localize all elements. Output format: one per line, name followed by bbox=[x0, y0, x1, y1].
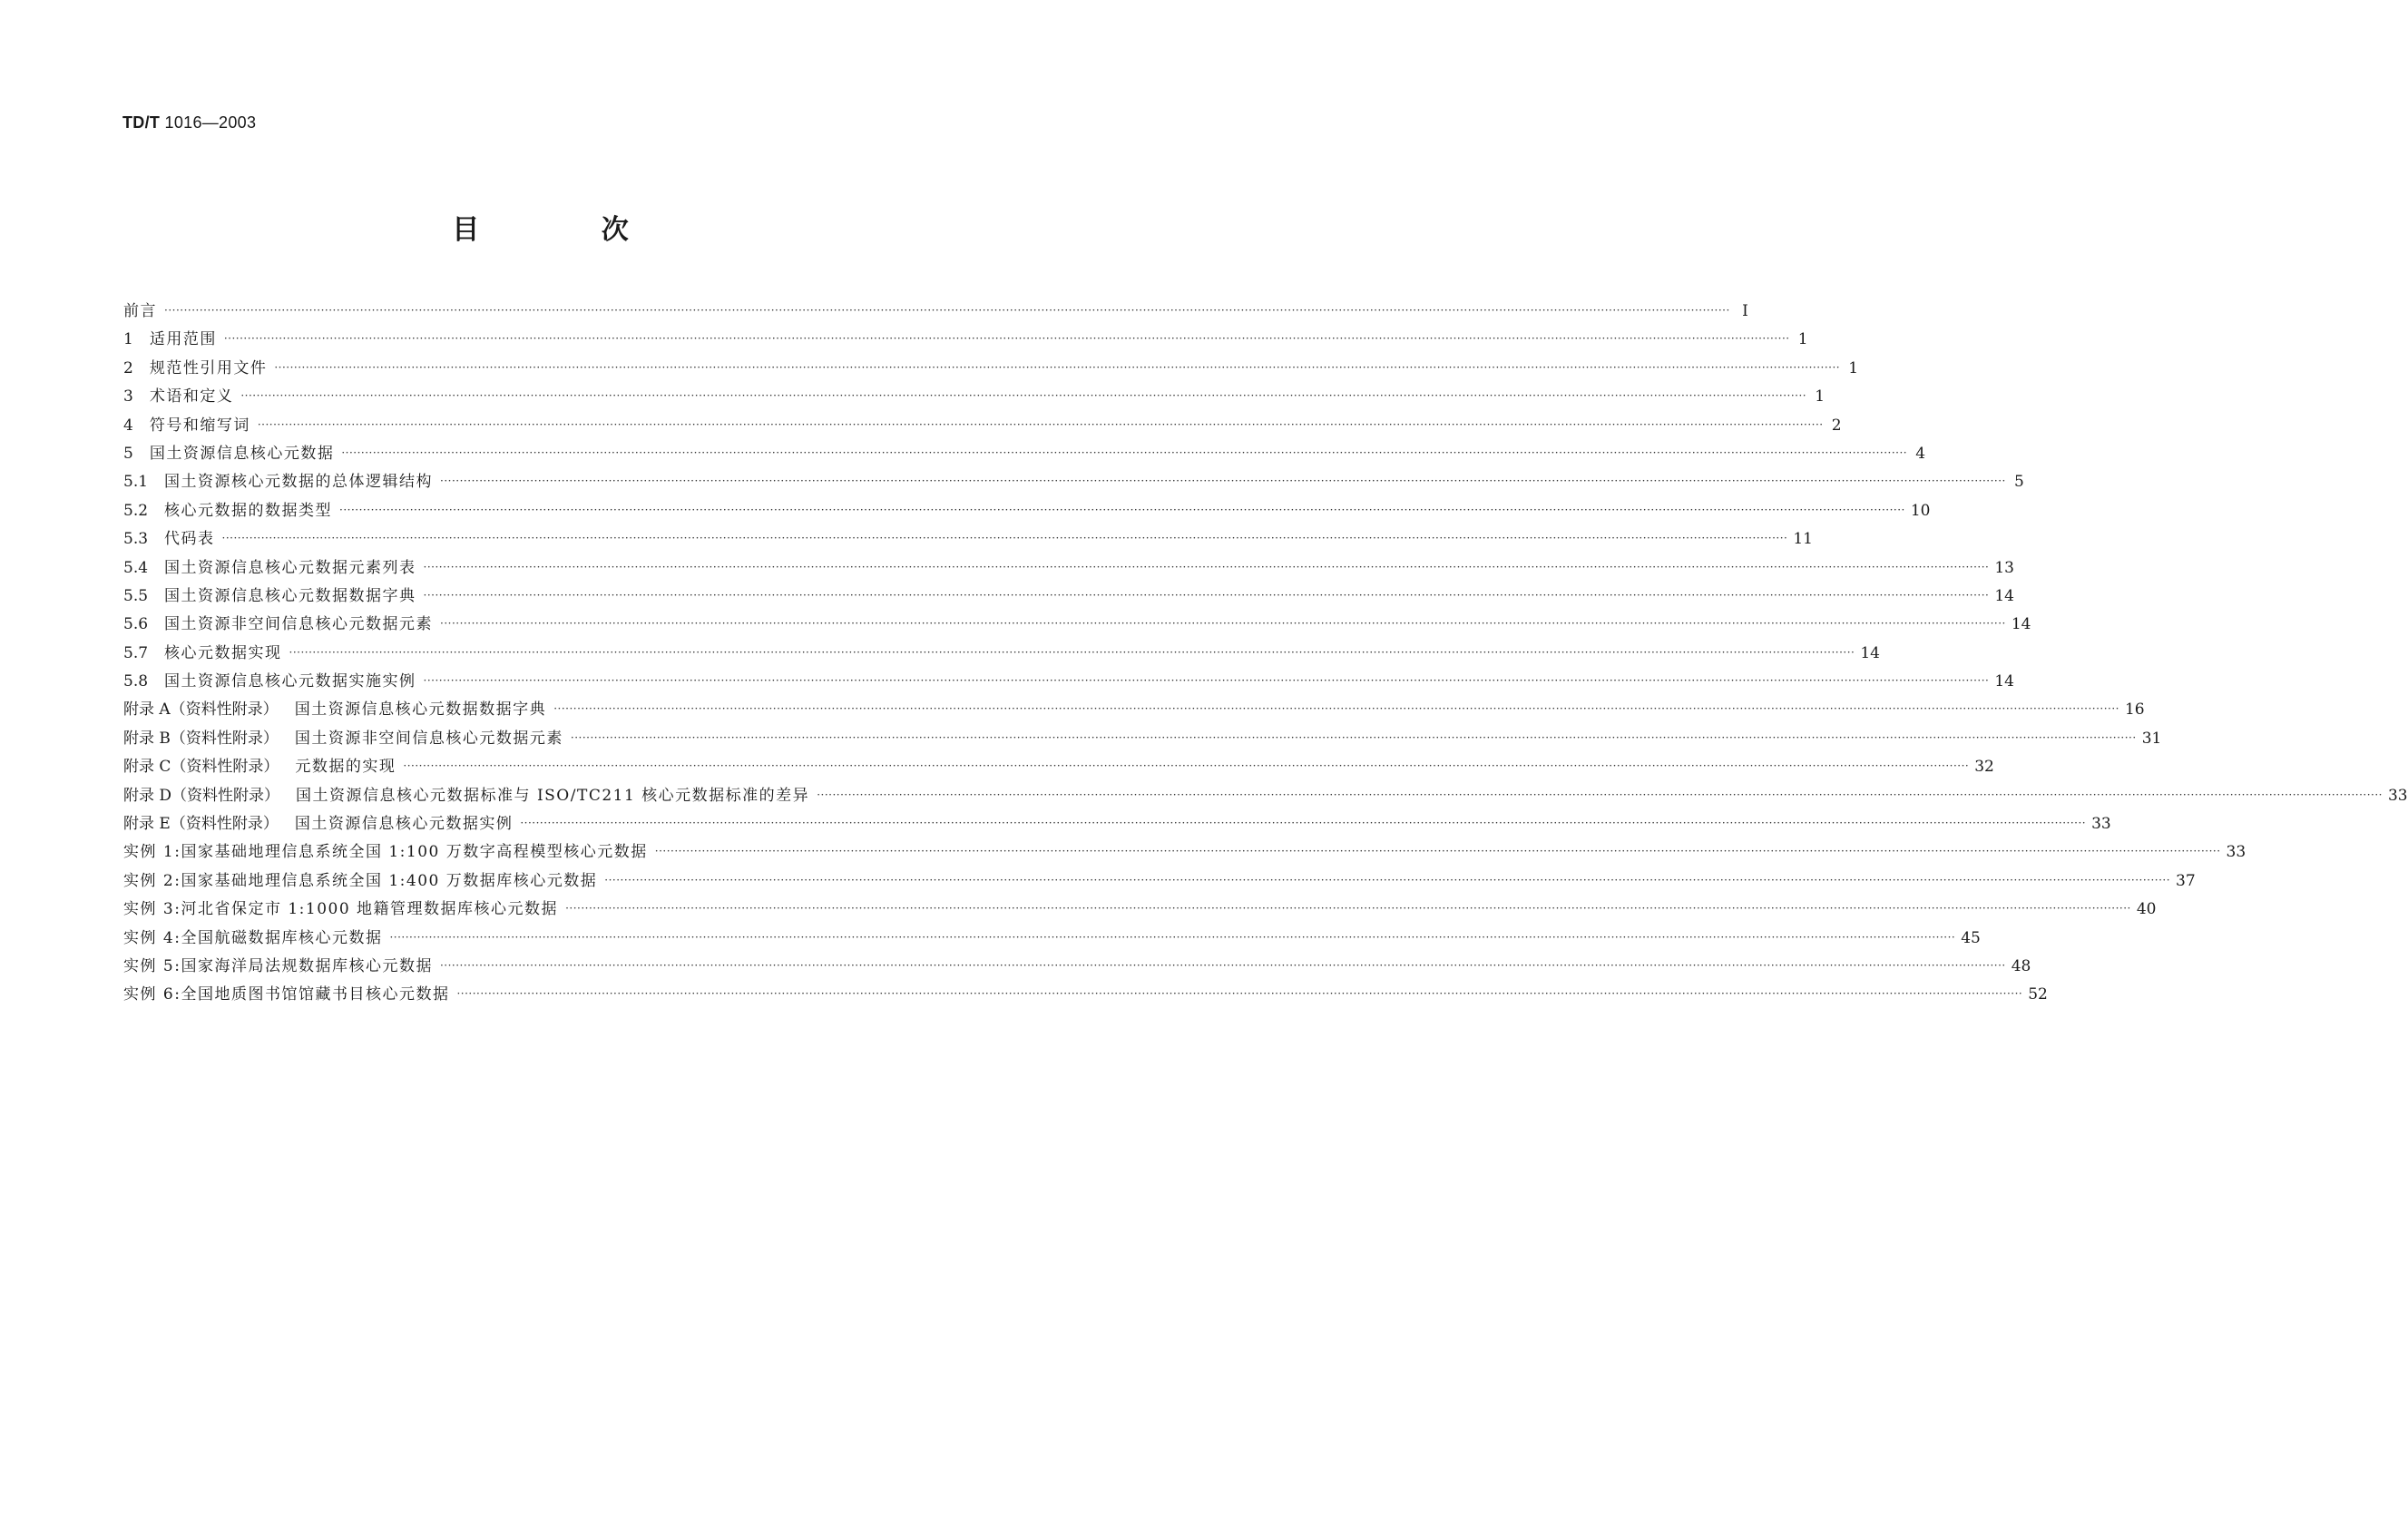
toc-entry-number: 5.2 bbox=[123, 501, 149, 520]
toc-entry-label: 实例 2:国家基础地理信息系统全国 1:400 万数据库核心元数据 bbox=[123, 871, 598, 890]
toc-entry-page: 32 bbox=[1974, 758, 1994, 777]
toc-entry[interactable] bbox=[123, 497, 1931, 525]
toc-entry[interactable] bbox=[123, 355, 1859, 383]
toc-entry-number: 5.4 bbox=[123, 558, 149, 577]
toc-entry[interactable] bbox=[123, 583, 2014, 611]
toc-entry-page: 31 bbox=[2141, 729, 2162, 748]
standard-code bbox=[122, 113, 256, 132]
toc-dot-leader: ················································································································································································································································································································································································································ bbox=[341, 446, 1908, 459]
toc-dot-leader: ················································································································································································································································································································································································································ bbox=[164, 304, 1730, 317]
toc-entry[interactable] bbox=[123, 468, 2024, 496]
toc-entry-page: 33 bbox=[2226, 843, 2246, 862]
toc-entry-number: 5.1 bbox=[123, 473, 149, 492]
standard-code-prefix: TD/T bbox=[122, 113, 161, 132]
toc-entry-number: 附录 D（资料性附录） bbox=[123, 786, 280, 805]
toc-entry[interactable] bbox=[123, 440, 1926, 468]
toc-entry[interactable] bbox=[123, 782, 2408, 810]
toc-dot-leader: ················································································································································································································································································································································································································ bbox=[274, 360, 1841, 374]
toc-entry-label: 实例 5:国家海洋局法规数据库核心元数据 bbox=[123, 956, 433, 975]
toc-dot-leader: ················································································································································································································································································································································································································ bbox=[221, 532, 1788, 545]
toc-entry-page: 10 bbox=[1910, 501, 1931, 520]
toc-entry-page: 40 bbox=[2136, 900, 2157, 919]
toc-entry[interactable] bbox=[123, 383, 1826, 411]
toc-entry-page: 2 bbox=[1831, 416, 1842, 435]
toc-entry-number: 1 bbox=[123, 330, 133, 349]
toc-entry[interactable] bbox=[123, 611, 2031, 639]
toc-dot-leader: ················································································································································································································································································································································································································ bbox=[604, 873, 2171, 886]
table-of-contents bbox=[123, 298, 2408, 1010]
toc-entry[interactable] bbox=[123, 525, 1813, 553]
toc-dot-leader: ················································································································································································································································································································································································································ bbox=[223, 332, 1790, 346]
toc-entry-label: 代码表 bbox=[164, 530, 215, 549]
toc-entry-page: 33 bbox=[2387, 786, 2408, 805]
toc-entry-label: 国土资源非空间信息核心元数据元素 bbox=[164, 615, 434, 634]
toc-entry-page: 52 bbox=[2028, 985, 2048, 1004]
toc-entry-page: 1 bbox=[1797, 330, 1808, 349]
toc-entry-number: 2 bbox=[123, 358, 133, 377]
toc-entry[interactable] bbox=[123, 838, 2246, 867]
toc-entry-number: 附录 C（资料性附录） bbox=[123, 758, 279, 777]
toc-entry-page: 14 bbox=[1994, 586, 2014, 605]
toc-dot-leader: ················································································································································································································································································································································································································ bbox=[520, 817, 2087, 830]
toc-entry-label: 国土资源信息核心元数据元素列表 bbox=[164, 558, 416, 577]
toc-entry[interactable] bbox=[123, 554, 2014, 583]
toc-entry-label: 实例 1:国家基础地理信息系统全国 1:100 万数字高程模型核心元数据 bbox=[123, 843, 648, 862]
toc-dot-leader: ················································································································································································································································································································································································································ bbox=[389, 930, 1956, 944]
toc-entry-page: 14 bbox=[1860, 643, 1880, 662]
toc-dot-leader: ················································································································································································································································································································································································································ bbox=[423, 560, 1990, 573]
toc-entry-page: 33 bbox=[2091, 815, 2111, 834]
toc-entry-page: 4 bbox=[1915, 444, 1926, 463]
toc-entry[interactable] bbox=[123, 640, 1880, 668]
toc-entry-label: 元数据的实现 bbox=[295, 758, 396, 777]
toc-entry-label: 国土资源信息核心元数据数据字典 bbox=[294, 700, 547, 720]
toc-entry-label: 实例 3:河北省保定市 1:1000 地籍管理数据库核心元数据 bbox=[123, 900, 559, 919]
toc-entry-page: 48 bbox=[2011, 956, 2031, 975]
toc-entry[interactable] bbox=[123, 867, 2196, 896]
toc-entry-number: 5.3 bbox=[123, 530, 149, 549]
toc-entry-label: 核心元数据实现 bbox=[164, 643, 282, 662]
toc-entry-label: 国土资源核心元数据的总体逻辑结构 bbox=[164, 473, 434, 492]
toc-dot-leader: ················································································································································································································································································································································································································ bbox=[456, 987, 2023, 1001]
toc-entry[interactable] bbox=[123, 412, 1842, 440]
toc-entry-number: 附录 B（资料性附录） bbox=[123, 729, 279, 748]
toc-entry-label: 国土资源信息核心元数据实例 bbox=[294, 815, 514, 834]
toc-entry-label: 国土资源信息核心元数据标准与 ISO/TC211 核心元数据标准的差异 bbox=[296, 786, 810, 805]
toc-dot-leader: ················································································································································································································································································································································································································ bbox=[570, 730, 2137, 744]
toc-entry-number: 附录 A（资料性附录） bbox=[123, 700, 279, 720]
toc-entry-label: 术语和定义 bbox=[149, 387, 234, 406]
toc-entry-number: 3 bbox=[123, 387, 133, 406]
standard-code-number: 1016—2003 bbox=[164, 113, 257, 132]
toc-dot-leader: ················································································································································································································································································································································································································ bbox=[565, 902, 2131, 916]
toc-entry-page: 45 bbox=[1961, 928, 1981, 947]
toc-dot-leader: ················································································································································································································································································································································································································ bbox=[257, 417, 1824, 431]
toc-dot-leader: ················································································································································································································································································································································································································ bbox=[439, 958, 2006, 972]
toc-dot-leader: ················································································································································································································································································································································································································ bbox=[423, 674, 1990, 688]
toc-entry[interactable] bbox=[123, 810, 2111, 838]
toc-entry-page: 14 bbox=[2011, 615, 2031, 634]
toc-entry-label: 适用范围 bbox=[149, 330, 217, 349]
toc-entry-number: 附录 E（资料性附录） bbox=[123, 815, 279, 834]
toc-entry-page: 14 bbox=[1994, 672, 2014, 691]
toc-dot-leader: ················································································································································································································································································································································································································ bbox=[440, 475, 2006, 488]
toc-entry-page: I bbox=[1742, 302, 1748, 320]
toc-entry[interactable] bbox=[123, 981, 2048, 1009]
toc-entry[interactable] bbox=[123, 725, 2162, 753]
toc-entry-label: 规范性引用文件 bbox=[149, 358, 268, 377]
toc-entry-page: 37 bbox=[2176, 871, 2196, 890]
toc-dot-leader: ················································································································································································································································································································································································································ bbox=[240, 389, 1807, 403]
toc-entry[interactable] bbox=[123, 753, 1994, 781]
toc-entry-number: 5.7 bbox=[123, 643, 149, 662]
page-title: 目 次 bbox=[452, 214, 685, 246]
toc-entry-label: 前言 bbox=[123, 302, 157, 320]
toc-entry-label: 国土资源信息核心元数据实施实例 bbox=[164, 672, 416, 691]
toc-dot-leader: ················································································································································································································································································································································································································ bbox=[423, 588, 1990, 602]
toc-entry-number: 5.5 bbox=[123, 586, 149, 605]
toc-entry[interactable] bbox=[123, 925, 1981, 953]
toc-entry-page: 11 bbox=[1793, 530, 1813, 549]
toc-dot-leader: ················································································································································································································································································································································································································ bbox=[339, 503, 1905, 516]
toc-entry-page: 1 bbox=[1848, 358, 1859, 377]
toc-entry-number: 4 bbox=[123, 416, 133, 435]
toc-dot-leader: ················································································································································································································································································································································································································ bbox=[553, 702, 2119, 716]
toc-entry-number: 5.8 bbox=[123, 672, 149, 691]
toc-entry[interactable] bbox=[123, 326, 1808, 354]
toc-dot-leader: ················································································································································································································································································································································································································ bbox=[440, 617, 2006, 631]
toc-dot-leader: ················································································································································································································································································································································································································ bbox=[817, 788, 2383, 801]
toc-entry-label: 国土资源信息核心元数据 bbox=[149, 444, 335, 463]
toc-entry-label: 国土资源信息核心元数据数据字典 bbox=[164, 586, 416, 605]
toc-entry[interactable] bbox=[123, 668, 2014, 696]
toc-entry-number: 5.6 bbox=[123, 615, 149, 634]
toc-entry[interactable] bbox=[123, 953, 2031, 981]
toc-entry-label: 国土资源非空间信息核心元数据元素 bbox=[294, 729, 563, 748]
toc-entry-label: 实例 6:全国地质图书馆馆藏书目核心元数据 bbox=[123, 985, 450, 1004]
toc-entry-page: 13 bbox=[1994, 558, 2014, 577]
toc-entry-label: 核心元数据的数据类型 bbox=[164, 501, 333, 520]
toc-entry[interactable] bbox=[123, 298, 1748, 326]
toc-entry-page: 5 bbox=[2014, 473, 2024, 492]
toc-entry-label: 实例 4:全国航磁数据库核心元数据 bbox=[123, 928, 383, 947]
toc-entry-page: 16 bbox=[2124, 700, 2145, 720]
toc-entry[interactable] bbox=[123, 696, 2145, 724]
toc-dot-leader: ················································································································································································································································································································································································································ bbox=[654, 845, 2221, 858]
toc-dot-leader: ················································································································································································································································································································································································································ bbox=[403, 759, 1970, 773]
toc-entry-label: 符号和缩写词 bbox=[149, 416, 250, 435]
toc-entry-page: 1 bbox=[1815, 387, 1826, 406]
toc-entry-number: 5 bbox=[123, 444, 133, 463]
toc-dot-leader: ················································································································································································································································································································································································································ bbox=[289, 645, 1855, 659]
toc-entry[interactable] bbox=[123, 896, 2157, 924]
